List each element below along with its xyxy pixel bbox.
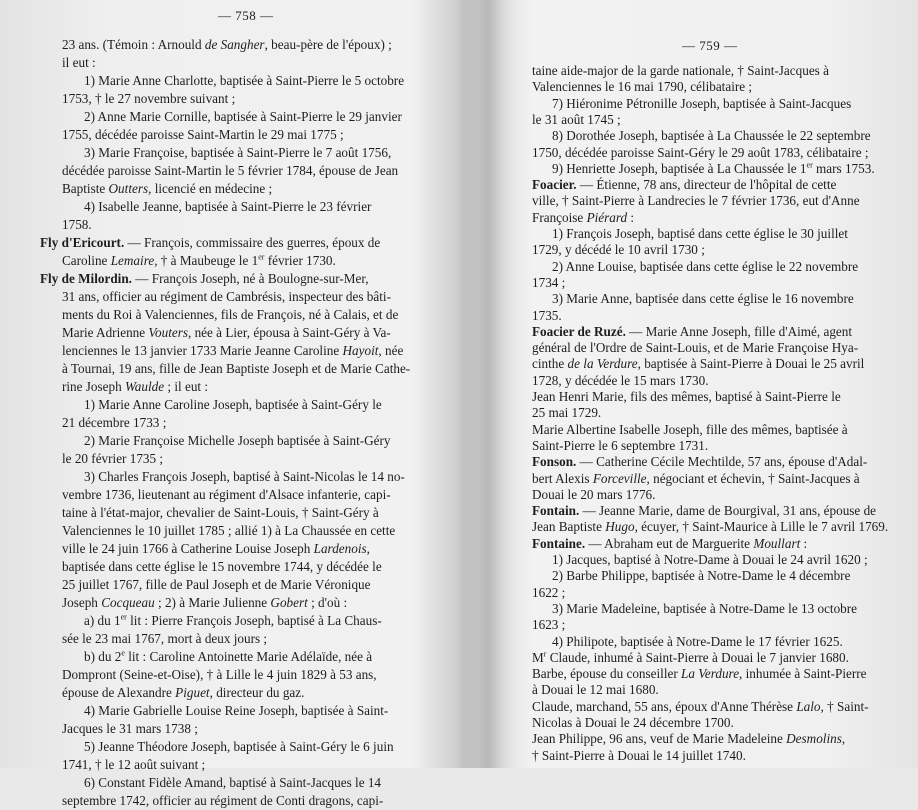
- text-line: Jean Henri Marie, fils des mêmes, baptisé à Saint-Pierre le: [532, 389, 841, 404]
- text-line: lenciennes le 13 janvier 1733 Marie Jeanne Caroline Hayoit, née: [62, 343, 404, 358]
- text-line: 4) Marie Gabrielle Louise Reine Joseph, baptisée à Saint-: [84, 703, 389, 718]
- text-line: Barbe, épouse du conseiller La Verdure, inhumée à Saint-Pierre: [532, 666, 867, 682]
- text-line: Fly de Milordin. — François Joseph, né à Boulogne-sur-Mer,: [40, 271, 369, 286]
- text-line: 2) Anne Louise, baptisée dans cette église le 22 novembre: [552, 258, 859, 274]
- text-line: à Douai le 12 mai 1680.: [532, 682, 659, 698]
- text-line: ments du Roi à Valenciennes, fils de François, né à Calais, et de: [62, 307, 399, 322]
- text-line: 1) Jacques, baptisé à Notre-Dame à Douai le 24 avril 1620 ;: [552, 552, 868, 567]
- text-line: 3) Marie Anne, baptisée dans cette église le 16 novembre: [552, 291, 854, 307]
- text-line: Jacques le 31 mars 1738 ;: [62, 721, 198, 736]
- text-line: 6) Constant Fidèle Amand, baptisé à Saint-Jacques le 14: [84, 775, 382, 790]
- text-line: Marie Adrienne Vouters, née à Lier, épousa à Saint-Géry à Va-: [62, 325, 391, 340]
- text-line: 9) Henriette Joseph, baptisée à La Chaussée le 1er mars 1753.: [552, 160, 875, 176]
- text-line: 1) François Joseph, baptisé dans cette église le 30 juillet: [552, 226, 848, 241]
- text-line: 1) Marie Anne Charlotte, baptisée à Saint-Pierre le 5 octobre: [84, 73, 405, 88]
- text-line: rine Joseph Waulde ; il eut :: [62, 379, 209, 394]
- text-line: 1755, décédée paroisse Saint-Martin le 29 mai 1775 ;: [62, 127, 344, 142]
- text-line: 3) Charles François Joseph, baptisé à Saint-Nicolas le 14 no-: [84, 469, 405, 484]
- text-line: 2) Anne Marie Cornille, baptisée à Saint-Pierre le 29 janvier: [84, 109, 402, 124]
- text-line: $M^r$ Claude, inhumé à Saint-Pierre à Douai le 7 janvier 1680.: [532, 649, 849, 665]
- text-line: 4) Isabelle Jeanne, baptisée à Saint-Pierre le 23 février: [84, 199, 372, 214]
- page-number: — 758 —: [218, 8, 274, 23]
- text-line: à Tournai, 19 ans, fille de Jean Baptiste Joseph et de Marie Cathe-: [62, 361, 411, 376]
- text-line: Françoise Piérard :: [532, 209, 635, 225]
- text-line: Jean Philippe, 96 ans, veuf de Marie Madeleine Desmolins,: [532, 731, 846, 747]
- text-line: 1728, y décédée le 15 mars 1730.: [532, 372, 709, 388]
- text-line: sée le 23 mai 1767, mort à deux jours ;: [62, 631, 268, 646]
- text-line: 1729, y décédé le 10 avril 1730 ;: [532, 242, 705, 258]
- text-line: 4) Philipote, baptisée à Notre-Dame le 17 février 1625.: [552, 633, 843, 649]
- text-line: Joseph Cocqueau ; 2) à Marie Julienne Gobert ; d'où :: [62, 595, 348, 610]
- text-line: le 20 février 1735 ;: [62, 451, 164, 466]
- text-line: 2) Barbe Philippe, baptisée à Notre-Dame le 4 décembre: [552, 568, 851, 584]
- text-line: a) du 1er lit : Pierre François Joseph, baptisé à La Chaus-: [84, 612, 382, 628]
- text-line: septembre 1742, officier au régiment de Conti dragons, capi-: [62, 793, 384, 808]
- page-number: — 759 —: [682, 38, 738, 53]
- text-line: 1622 ;: [532, 584, 566, 600]
- text-line: 5) Jeanne Théodore Joseph, baptisée à Saint-Géry le 6 juin: [84, 739, 394, 754]
- text-line: bert Alexis Forceville, négociant et échevin, † Saint-Jacques à: [532, 470, 860, 486]
- text-line: vembre 1736, lieutenant au régiment d'Alsace infanterie, capi-: [62, 487, 391, 502]
- text-line: Baptiste Outters, licencié en médecine ;: [62, 181, 273, 196]
- text-line: 1750, décédée paroisse Saint-Géry le 29 août 1783, célibataire ;: [532, 144, 869, 160]
- text-line: il eut :: [62, 55, 96, 70]
- text-line: Douai le 20 mars 1776.: [532, 486, 656, 502]
- text-line: † Saint-Pierre à Douai le 14 juillet 1740.: [532, 747, 746, 763]
- text-line: Claude, marchand, 55 ans, époux d'Anne Thérèse Lalo, † Saint-: [532, 698, 869, 714]
- right-page: [502, 0, 918, 768]
- text-line: Fontain. — Jeanne Marie, dame de Bourgival, 31 ans, épouse de: [532, 503, 877, 519]
- text-line: 2) Marie Françoise Michelle Joseph baptisée à Saint-Géry: [84, 433, 391, 448]
- text-line: Foacier. — Étienne, 78 ans, directeur de l'hôpital de cette: [532, 177, 837, 193]
- text-line: 25 mai 1729.: [532, 405, 602, 421]
- text-line: 1734 ;: [532, 274, 566, 290]
- text-line: 3) Marie Françoise, baptisée à Saint-Pierre le 7 août 1756,: [84, 145, 392, 160]
- text-line: 3) Marie Madeleine, baptisée à Notre-Dame le 13 octobre: [552, 600, 858, 616]
- text-line: 23 ans. (Témoin : Arnould de Sangher, beau-père de l'époux) ;: [62, 37, 392, 52]
- text-line: Jean Baptiste Hugo, écuyer, † Saint-Maurice à Lille le 7 avril 1769.: [532, 519, 889, 535]
- text-line: 21 décembre 1733 ;: [62, 415, 167, 430]
- text-line: 1741, † le 12 août suivant ;: [62, 757, 206, 772]
- text-line: Fonson. — Catherine Cécile Mechtilde, 57 ans, épouse d'Adal-: [532, 454, 868, 470]
- text-line: ville le 24 juin 1766 à Catherine Louise Joseph Lardenois,: [62, 541, 370, 556]
- text-line: Marie Albertine Isabelle Joseph, fille des mêmes, baptisée à: [532, 421, 848, 437]
- text-line: ville, † Saint-Pierre à Landrecies le 7 février 1736, eut d'Anne: [532, 193, 860, 209]
- text-line: taine aide-major de la garde nationale, † Saint-Jacques à: [532, 63, 829, 78]
- text-line: décédée paroisse Saint-Martin le 5 février 1784, épouse de Jean: [62, 163, 399, 178]
- text-line: 1623 ;: [532, 617, 566, 633]
- text-line: Foacier de Ruzé. — Marie Anne Joseph, fille d'Aimé, agent: [532, 323, 853, 339]
- text-line: Fontaine. — Abraham eut de Marguerite Moullart :: [532, 535, 808, 551]
- text-line: 1) Marie Anne Caroline Joseph, baptisée à Saint-Géry le: [84, 397, 382, 412]
- text-line: 8) Dorothée Joseph, baptisée à La Chaussée le 22 septembre: [552, 128, 871, 144]
- text-line: Valenciennes le 10 juillet 1785 ; allié 1) à La Chaussée en cette: [62, 523, 396, 538]
- text-line: cinthe de la Verdure, baptisée à Saint-Pierre à Douai le 25 avril: [532, 356, 865, 372]
- text-line: 1758.: [62, 217, 92, 232]
- text-line: Caroline Lemaire, † à Maubeuge le 1er février 1730.: [62, 252, 336, 268]
- text-line: b) du 2e lit : Caroline Antoinette Marie Adélaïde, née à: [84, 648, 373, 664]
- text-line: Saint-Pierre le 6 septembre 1731.: [532, 437, 709, 453]
- text-line: Dompront (Seine-et-Oise), † à Lille le 4 juin 1829 à 53 ans,: [62, 667, 377, 682]
- text-line: Fly d'Ericourt. — François, commissaire des guerres, époux de: [40, 235, 381, 250]
- text-line: 25 juillet 1767, fille de Paul Joseph et de Marie Véronique: [62, 577, 371, 592]
- text-line: 7) Hiéronime Pétronille Joseph, baptisée à Saint-Jacques: [552, 95, 852, 111]
- text-line: général de l'Ordre de Saint-Louis, et de Marie Françoise Hya-: [532, 340, 859, 356]
- text-line: Valenciennes le 16 mai 1790, célibataire ;: [532, 79, 753, 95]
- text-line: taine à l'état-major, chevalier de Saint-Louis, † Saint-Géry à: [62, 505, 379, 520]
- text-line: 31 ans, officier au régiment de Cambrésis, inspecteur des bâti-: [62, 289, 391, 304]
- text-line: épouse de Alexandre Piguet, directeur du gaz.: [62, 685, 305, 700]
- text-line: Nicolas à Douai le 24 décembre 1700.: [532, 715, 734, 730]
- text-line: baptisée dans cette église le 15 novembre 1744, y décédée le: [62, 559, 382, 574]
- text-line: le 31 août 1745 ;: [532, 111, 621, 127]
- text-line: 1735.: [532, 307, 562, 323]
- text-line: 1753, † le 27 novembre suivant ;: [62, 91, 236, 106]
